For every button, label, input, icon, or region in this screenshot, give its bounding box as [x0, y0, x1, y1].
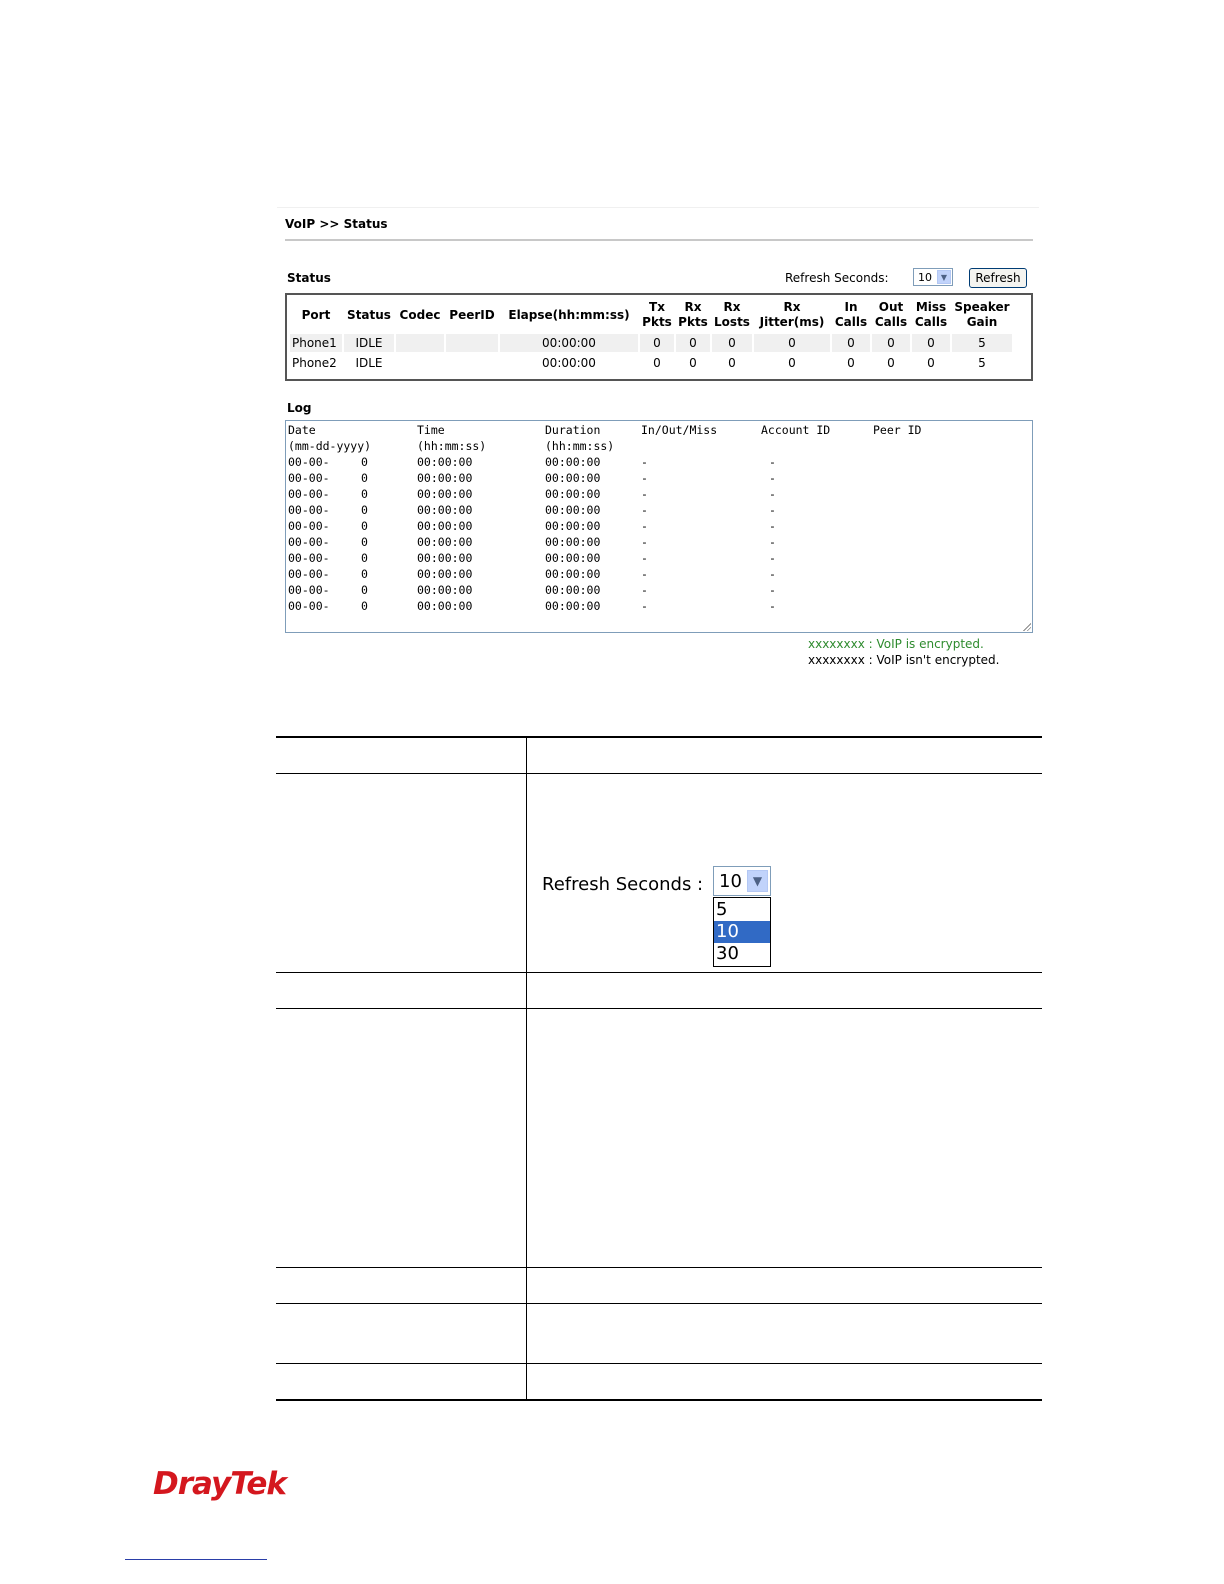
log-entry-cell: 00-00-	[288, 471, 330, 485]
log-entry	[286, 583, 1026, 599]
log-entry-cell: 0	[361, 567, 368, 581]
codec-cell	[396, 354, 444, 372]
table-column-divider	[526, 736, 527, 1401]
footer-rule	[125, 1559, 267, 1560]
log-entry	[286, 551, 1026, 567]
status-table	[288, 296, 1014, 374]
log-entry-cell: 00:00:00	[545, 535, 601, 549]
table-rule	[276, 1303, 1042, 1304]
log-entry-cell: 00-00-	[288, 551, 330, 565]
col-elapse: Elapse(hh:mm:ss)	[508, 307, 630, 322]
refresh-seconds-example-label: Refresh Seconds :	[542, 874, 704, 895]
log-textarea[interactable]	[285, 420, 1033, 633]
log-col-time: Time	[417, 423, 445, 437]
log-entry-cell: 00:00:00	[417, 599, 473, 613]
log-entry-cell: 0	[361, 535, 368, 549]
rx-jitter-cell: 0	[788, 356, 796, 370]
tx-pkts-cell: 0	[640, 334, 674, 352]
log-entry-cell: 00:00:00	[417, 487, 473, 501]
log-entry-cell: -	[641, 567, 648, 581]
log-entry-cell: 00:00:00	[417, 503, 473, 517]
log-entry-cell: 00:00:00	[545, 599, 601, 613]
log-entry-cell: -	[769, 471, 776, 485]
log-entry-cell: -	[641, 503, 648, 517]
log-header-units-row	[286, 439, 1026, 455]
log-entry-cell: -	[769, 583, 776, 597]
log-col-in-out-miss: In/Out/Miss	[641, 423, 718, 437]
log-entry-cell: 0	[361, 551, 368, 565]
status-table-container	[285, 293, 1033, 381]
chevron-down-icon[interactable]: ▼	[747, 870, 768, 892]
refresh-seconds-example-select[interactable]	[713, 866, 771, 896]
log-col-account-id: Account ID	[761, 423, 831, 437]
refresh-seconds-example-value: 10	[719, 871, 742, 892]
log-entry-cell: 00-00-	[288, 599, 330, 613]
rx-pkts-cell: 0	[676, 334, 710, 352]
log-entry-cell: 00-00-	[288, 455, 330, 469]
log-entry-cell: 0	[361, 583, 368, 597]
log-entry-cell: 00-00-	[288, 567, 330, 581]
port-cell: Phone1	[290, 334, 342, 352]
log-entry-cell: 00:00:00	[417, 551, 473, 565]
log-entry-cell: 00:00:00	[417, 583, 473, 597]
rx-losts-cell: 0	[712, 334, 752, 352]
log-unit-duration: (hh:mm:ss)	[545, 439, 615, 453]
log-entry-cell: 00:00:00	[417, 471, 473, 485]
chevron-down-icon[interactable]: ▼	[937, 270, 951, 284]
log-entry	[286, 519, 1026, 535]
log-entry-cell: -	[769, 551, 776, 565]
peerid-cell	[446, 354, 498, 372]
log-entry-cell: 00:00:00	[417, 455, 473, 469]
log-entry	[286, 455, 1026, 471]
col-rx-pkts: Rx Pkts	[678, 300, 708, 329]
port-cell: Phone2	[292, 356, 337, 370]
table-rule	[276, 1267, 1042, 1268]
log-entry-cell: 00:00:00	[545, 519, 601, 533]
log-entry	[286, 471, 1026, 487]
status-section-title: Status	[287, 271, 331, 285]
col-status: Status	[347, 307, 391, 322]
rx-losts-cell: 0	[728, 356, 736, 370]
log-header-row	[286, 423, 1026, 439]
log-entry-cell: -	[641, 519, 648, 533]
log-entry-cell: -	[769, 567, 776, 581]
in-calls-cell: 0	[847, 356, 855, 370]
elapse-cell: 00:00:00	[542, 356, 596, 370]
rx-pkts-cell: 0	[689, 356, 697, 370]
refresh-seconds-example	[542, 864, 782, 974]
option-5[interactable]: 5	[716, 899, 728, 920]
refresh-button[interactable]: Refresh	[969, 268, 1027, 288]
log-entry-cell: 0	[361, 487, 368, 501]
col-tx-pkts: Tx Pkts	[642, 300, 672, 329]
miss-calls-cell: 0	[912, 334, 950, 352]
log-entry-cell: -	[769, 503, 776, 517]
log-entry-cell: -	[769, 599, 776, 613]
log-unit-date: (mm-dd-yyyy)	[288, 439, 372, 453]
log-entry-cell: 00-00-	[288, 487, 330, 501]
refresh-seconds-value: 10	[918, 271, 932, 284]
log-entry	[286, 487, 1026, 503]
breadcrumb: VoIP >> Status	[285, 217, 388, 231]
log-col-date: Date	[288, 423, 316, 437]
log-entry	[286, 535, 1026, 551]
log-section-title: Log	[287, 401, 312, 415]
voip-status-panel	[277, 207, 1039, 678]
col-speaker-gain: Speaker Gain	[954, 300, 1010, 329]
log-entry-cell: -	[769, 487, 776, 501]
log-entry-cell: -	[769, 519, 776, 533]
log-entry-cell: 00:00:00	[417, 567, 473, 581]
col-miss-calls: Miss Calls	[914, 300, 948, 329]
log-entry-cell: 00-00-	[288, 583, 330, 597]
elapse-cell: 00:00:00	[500, 334, 638, 352]
table-rule	[276, 1008, 1042, 1009]
log-entry-cell: -	[641, 583, 648, 597]
table-rule	[276, 736, 1042, 738]
legend-encrypted: xxxxxxxx : VoIP is encrypted.	[808, 637, 984, 651]
log-entry-cell: 00:00:00	[545, 471, 601, 485]
log-entry-cell: -	[641, 455, 648, 469]
log-entry-cell: -	[641, 535, 648, 549]
log-entry-cell: -	[641, 471, 648, 485]
col-port: Port	[301, 307, 331, 322]
speaker-gain-cell: 5	[952, 334, 1012, 352]
option-10[interactable]: 10	[714, 921, 770, 943]
log-entry-cell: 00-00-	[288, 519, 330, 533]
option-30[interactable]: 30	[716, 943, 739, 964]
log-entry-cell: -	[641, 487, 648, 501]
log-entry-cell: 00:00:00	[545, 583, 601, 597]
log-entry-cell: 00:00:00	[417, 519, 473, 533]
resize-grip-icon[interactable]	[1022, 622, 1031, 631]
tx-pkts-cell: 0	[653, 356, 661, 370]
log-entry-cell: 0	[361, 455, 368, 469]
breadcrumb-divider	[285, 239, 1033, 241]
log-unit-time: (hh:mm:ss)	[417, 439, 487, 453]
table-row	[290, 334, 1012, 352]
peerid-cell	[446, 334, 498, 352]
log-entry	[286, 567, 1026, 583]
log-entry-cell: 00:00:00	[545, 503, 601, 517]
log-entry-cell: 0	[361, 599, 368, 613]
log-entry-cell: 00:00:00	[545, 567, 601, 581]
refresh-seconds-label: Refresh Seconds:	[785, 271, 889, 285]
col-codec: Codec	[399, 307, 441, 322]
log-entry-cell: 00-00-	[288, 535, 330, 549]
codec-cell	[396, 334, 444, 352]
table-rule	[276, 1363, 1042, 1364]
status-table-header	[290, 298, 1012, 332]
refresh-seconds-options	[713, 897, 771, 967]
log-entry-cell: 00:00:00	[545, 487, 601, 501]
log-entry-cell: 00-00-	[288, 503, 330, 517]
rx-jitter-cell: 0	[754, 334, 830, 352]
table-rule	[276, 1399, 1042, 1401]
log-col-peer-id: Peer ID	[873, 423, 922, 437]
log-entry	[286, 503, 1026, 519]
log-entry-cell: -	[641, 599, 648, 613]
out-calls-cell: 0	[872, 334, 910, 352]
log-entry	[286, 599, 1026, 615]
log-entry-cell: 0	[361, 519, 368, 533]
miss-calls-cell: 0	[927, 356, 935, 370]
out-calls-cell: 0	[887, 356, 895, 370]
table-row	[290, 354, 1012, 372]
log-entry-cell: 0	[361, 503, 368, 517]
log-entry-cell: -	[769, 455, 776, 469]
draytek-logo: DrayTek	[153, 1466, 286, 1502]
log-entry-cell: 00:00:00	[545, 455, 601, 469]
col-in-calls: In Calls	[834, 300, 868, 329]
in-calls-cell: 0	[832, 334, 870, 352]
col-rx-losts: Rx Losts	[714, 300, 750, 329]
col-peerid: PeerID	[449, 307, 495, 322]
status-cell: IDLE	[344, 334, 394, 352]
legend-not-encrypted: xxxxxxxx : VoIP isn't encrypted.	[808, 653, 1000, 667]
log-entry-cell: 00:00:00	[545, 551, 601, 565]
log-entry-cell: 00:00:00	[417, 535, 473, 549]
log-col-duration: Duration	[545, 423, 601, 437]
col-out-calls: Out Calls	[874, 300, 908, 329]
refresh-seconds-select[interactable]	[913, 268, 953, 286]
log-entry-cell: 0	[361, 471, 368, 485]
log-entry-cell: -	[769, 535, 776, 549]
log-entry-cell: -	[641, 551, 648, 565]
table-rule	[276, 773, 1042, 774]
status-cell: IDLE	[355, 356, 383, 370]
speaker-gain-cell: 5	[978, 356, 986, 370]
col-rx-jitter: Rx Jitter(ms)	[759, 300, 825, 329]
